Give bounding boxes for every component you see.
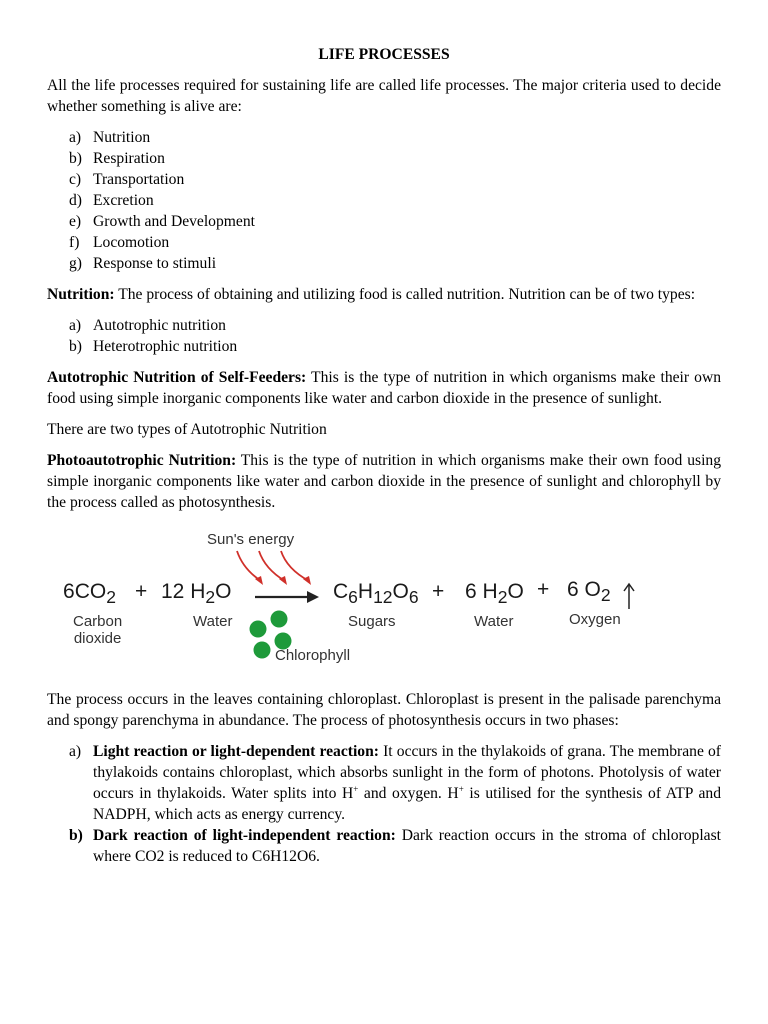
list-item: a) Light reaction or light-dependent reaction: It occurs in the thylakoids of grana. The membrane of thylakoids contains chloroplast, which absorbs sunlight in the form of photons. Photolysis of water occurs in thylakoids. Water splits into H+ and oxygen. H+ is utilised for the synthesis of ATP and NADPH, which acts as energy currency.: [69, 743, 722, 823]
sugar-label: Sugars: [348, 613, 396, 630]
nutrition-paragraph: Nutrition: The process of obtaining and utilizing food is called nutrition. Nutrition can be of two types:: [47, 286, 696, 303]
nutrition-types-list: [69, 315, 721, 357]
autotrophic-paragraph: Autotrophic Nutrition of Self-Feeders: This is the type of nutrition in which organisms make their own food using simple inorganic components like water and carbon dioxide in the presence of sunlight.: [47, 369, 722, 407]
document-page: [47, 44, 721, 877]
water-in-label: Water: [193, 613, 233, 630]
oxygen-formula: 6 $O_2$: [567, 578, 611, 606]
sun-ray-arrow-2: [259, 551, 285, 581]
photoautotrophic-paragraph: Photoautotrophic Nutrition: This is the type of nutrition in which organisms make their own food using simple inorganic components like water and carbon dioxide in the presence of sunlight and chlorophyll by the process called as photosynthesis.: [47, 452, 721, 511]
chlorophyll-dot-1: [250, 621, 267, 638]
two-types-paragraph: There are two types of Autotrophic Nutrition: [47, 421, 327, 438]
chlorophyll-label: Chlorophyll: [275, 647, 351, 664]
plus-sign-1: +: [135, 580, 148, 603]
list-item: b) Heterotrophic nutrition: [69, 338, 238, 355]
list-item: a) Autotrophic nutrition: [69, 317, 226, 334]
list-item: f) Locomotion: [69, 234, 170, 251]
list-item: c) Transportation: [69, 171, 185, 188]
process-paragraph: The process occurs in the leaves containing chloroplast. Chloroplast is present in the palisade parenchyma and spongy parenchyma in abundance. The process of photosynthesis occurs in two phases:: [47, 691, 721, 729]
chlorophyll-dot-4: [254, 642, 271, 659]
water-out-label: Water: [474, 613, 514, 630]
list-item: e) Growth and Development: [69, 213, 255, 230]
list-item: b) Respiration: [69, 150, 165, 167]
criteria-list: [69, 127, 721, 274]
reaction-arrow-head: [307, 591, 319, 603]
sun-ray-arrow-3: [281, 551, 309, 581]
plus-sign-2: +: [432, 580, 445, 603]
phases-list: [69, 741, 721, 867]
water-out-formula: 6 $H_2O$: [465, 580, 524, 608]
chlorophyll-dot-2: [271, 611, 288, 628]
list-item: a) Nutrition: [69, 129, 151, 146]
intro-paragraph: All the life processes required for sustaining life are called life processes. The major criteria used to decide whether something is alive are:: [47, 77, 721, 115]
sun-energy-label: Sun's energy: [207, 531, 295, 548]
plus-sign-3: +: [537, 578, 550, 601]
oxygen-label: Oxygen: [569, 611, 621, 628]
photosynthesis-equation-diagram: [47, 523, 721, 673]
water-in-formula: 12 $H_2O$: [161, 580, 232, 608]
co2-formula: $6CO_2$: [63, 580, 116, 608]
co2-label: Carbon dioxide: [73, 613, 123, 647]
page-title: LIFE PROCESSES: [318, 46, 450, 63]
list-item: d) Excretion: [69, 192, 154, 209]
list-item: g) Response to stimuli: [69, 255, 217, 272]
sugar-formula: $C_6H_{12}O_6$: [333, 580, 419, 608]
sun-ray-arrow-1: [237, 551, 261, 581]
list-item: b) Dark reaction of light-independent reaction: Dark reaction occurs in the stroma of chloroplast where CO2 is reduced to C6H12O6.: [69, 827, 721, 865]
